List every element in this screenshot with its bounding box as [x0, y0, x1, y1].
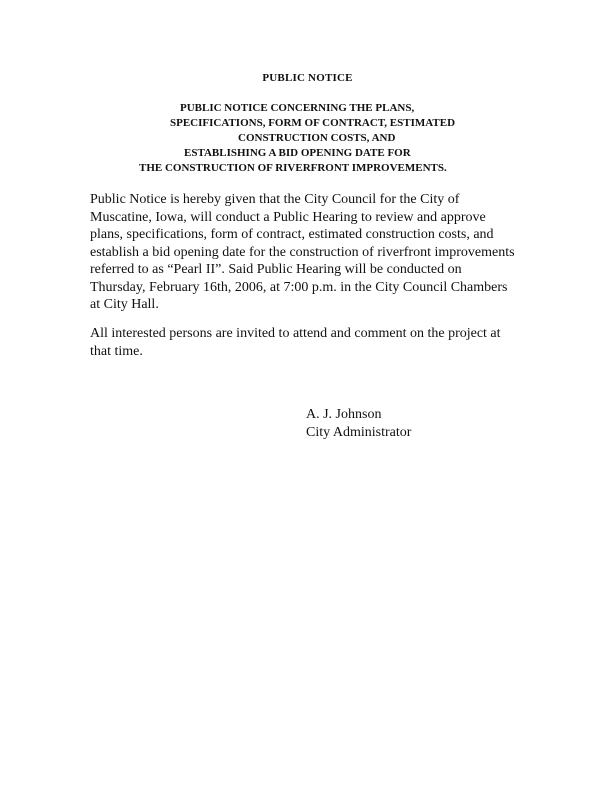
paragraph-line: referred to as “Pearl II”. Said Public Hearing will be conducted on — [90, 262, 462, 277]
signatory-name: A. J. Johnson — [306, 407, 382, 422]
notice-title: PUBLIC NOTICE — [262, 72, 353, 84]
paragraph-line: plans, specifications, form of contract, estimated construction costs, and — [90, 227, 494, 242]
invitation-paragraph — [90, 325, 501, 360]
signature-block — [306, 406, 411, 441]
notice-subtitle-line: THE CONSTRUCTION OF RIVERFRONT IMPROVEMENTS. — [139, 162, 447, 174]
paragraph-line: All interested persons are invited to attend and comment on the project at — [90, 326, 501, 341]
notice-subtitle-line: ESTABLISHING A BID OPENING DATE FOR — [184, 147, 411, 159]
notice-body-paragraph — [90, 191, 515, 314]
notice-subtitle-line: SPECIFICATIONS, FORM OF CONTRACT, ESTIMATED — [170, 117, 456, 129]
paragraph-line: Thursday, February 16th, 2006, at 7:00 p.m. in the City Council Chambers — [90, 279, 508, 295]
notice-subtitle-line: CONSTRUCTION COSTS, AND — [238, 132, 396, 144]
paragraph-line: at City Hall. — [90, 297, 159, 312]
signatory-title: City Administrator — [306, 424, 412, 440]
paragraph-line: Muscatine, Iowa, will conduct a Public Hearing to review and approve — [90, 209, 486, 225]
paragraph-line: Public Notice is hereby given that the City Council for the City of — [90, 192, 460, 207]
notice-subtitle-line: PUBLIC NOTICE CONCERNING THE PLANS, — [180, 102, 415, 114]
paragraph-line: establish a bid opening date for the construction of riverfront improvements — [90, 244, 515, 260]
paragraph-line: that time. — [90, 343, 143, 359]
